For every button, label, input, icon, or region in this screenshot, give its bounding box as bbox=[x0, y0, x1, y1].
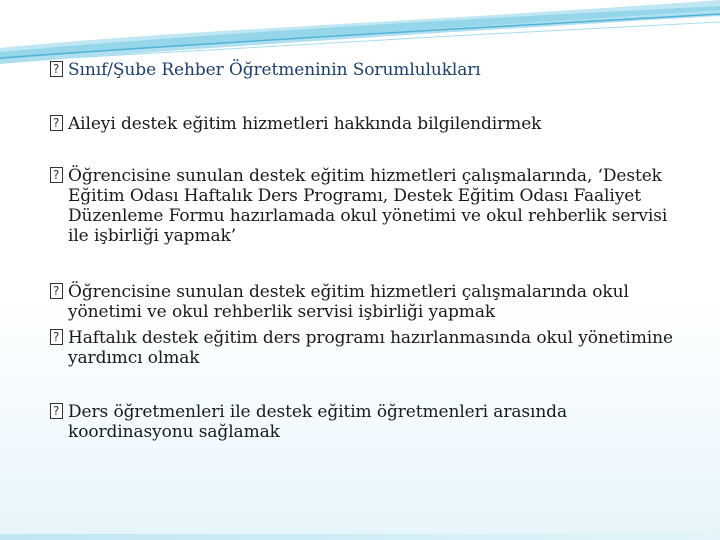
slide-title: ? Sınıf/Şube Rehber Öğretmeninin Sorumlulukları bbox=[50, 60, 708, 80]
bottom-border-decoration bbox=[0, 534, 720, 540]
list-item: ? Aileyi destek eğitim hizmetleri hakkında bilgilendirmek bbox=[50, 114, 708, 134]
missing-glyph-icon bbox=[50, 283, 63, 299]
list-item: ? Öğrencisine sunulan destek eğitim hizmetleri çalışmalarında okul yönetimi ve okul rehberlik servisi işbirliği yapmak bbox=[50, 282, 678, 322]
list-item: ? Öğrencisine sunulan destek eğitim hizmetleri çalışmalarında, ‘Destek Eğitim Odası Haftalık Ders Programı, Destek Eğitim Odası Faaliyet Düzenleme Formu hazırlamada okul yönetimi ve okul rehberlik servisi ile işbirliği yapmak’ bbox=[50, 166, 688, 246]
missing-glyph-icon bbox=[50, 167, 63, 183]
missing-glyph-icon bbox=[50, 403, 63, 419]
missing-glyph-icon bbox=[50, 115, 63, 131]
missing-glyph-icon bbox=[50, 329, 63, 345]
list-item: ? Ders öğretmenleri ile destek eğitim öğretmenleri arasında koordinasyonu sağlamak bbox=[50, 402, 678, 442]
list-item: ? Haftalık destek eğitim ders programı hazırlanmasında okul yönetimine yardımcı olmak bbox=[50, 328, 678, 368]
missing-glyph-icon bbox=[50, 61, 63, 77]
